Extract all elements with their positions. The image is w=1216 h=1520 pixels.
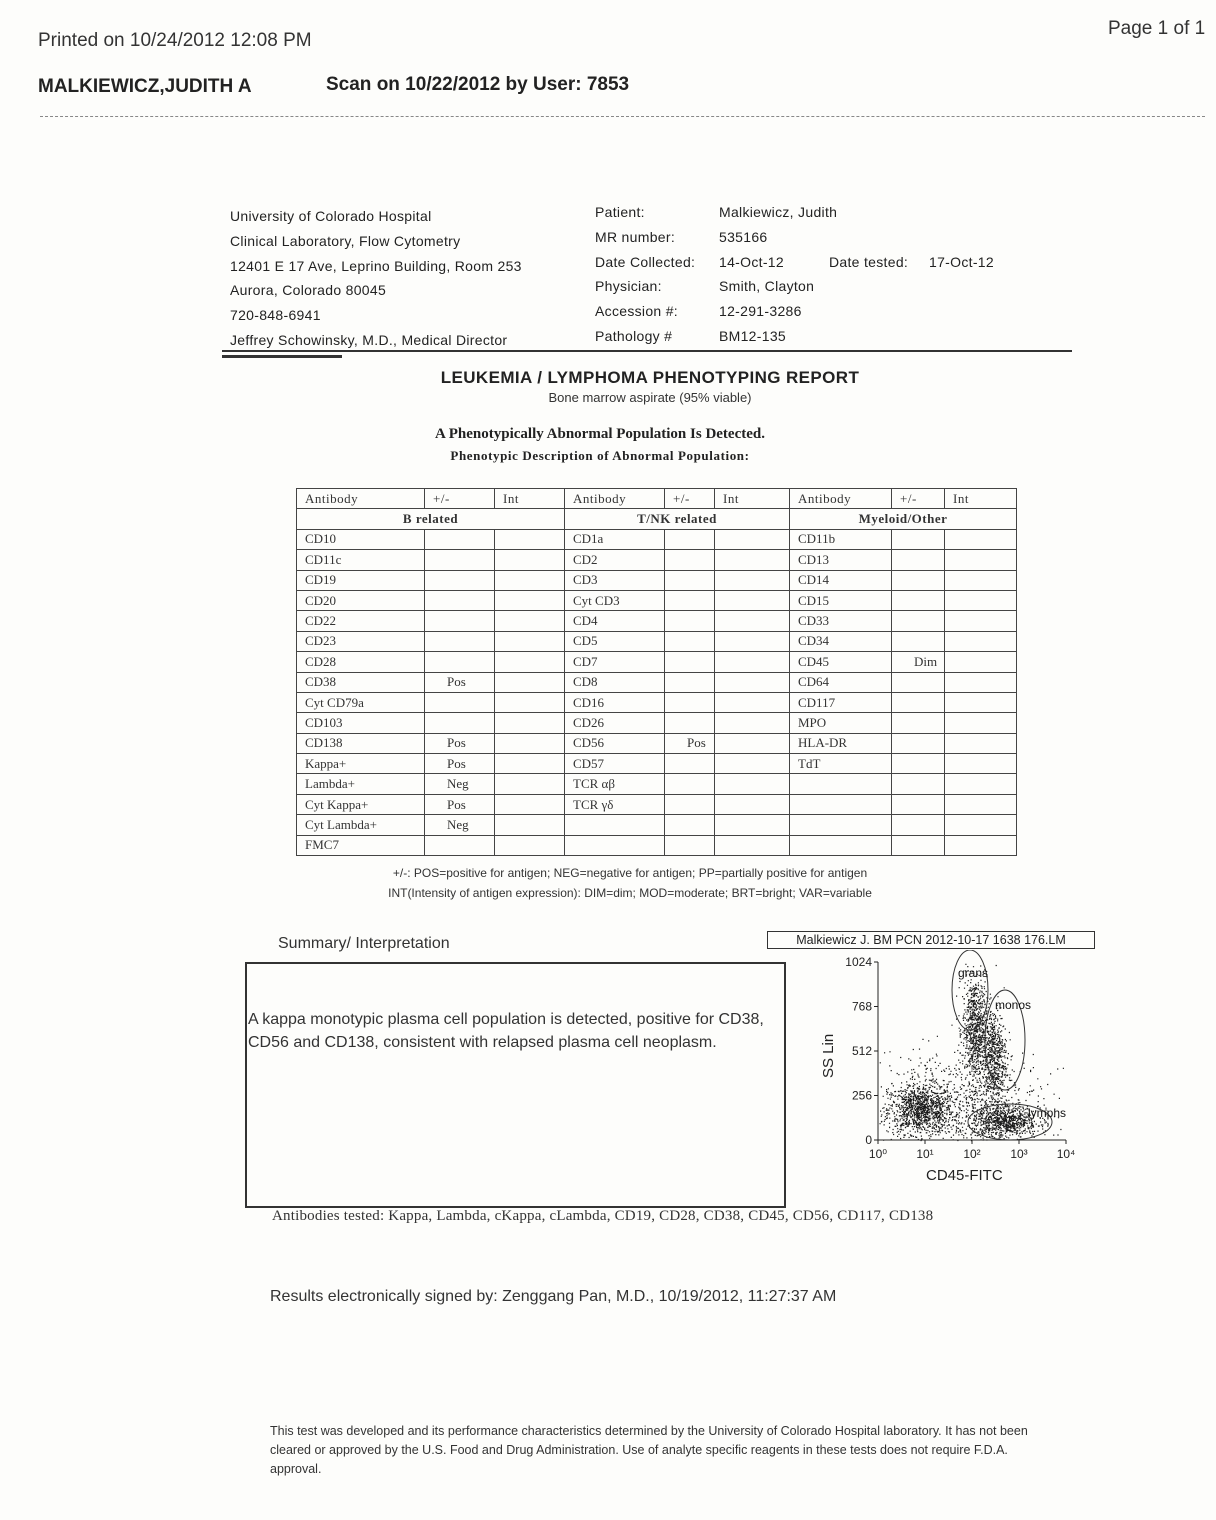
- intensity-cell: [495, 692, 565, 712]
- intensity-cell: [715, 794, 790, 814]
- intensity-cell: [715, 754, 790, 774]
- posneg-cell: [892, 815, 945, 835]
- intensity-cell: [715, 550, 790, 570]
- physician-value: Smith, Clayton: [719, 278, 815, 295]
- intensity-cell: [945, 754, 1017, 774]
- table-legend-intensity: INT(Intensity of antigen expression): DIM=dim; MOD=moderate; BRT=bright; VAR=variable: [388, 886, 872, 900]
- table-row: [297, 774, 1017, 794]
- patient-label: Patient:: [595, 204, 645, 220]
- antibody-cell: CD1a: [565, 529, 665, 549]
- posneg-cell: [425, 652, 495, 672]
- antibody-cell: CD138: [297, 733, 425, 753]
- accession-value: 12-291-3286: [719, 303, 802, 320]
- pathology-label: Pathology #: [595, 327, 673, 344]
- antibody-cell: [790, 794, 892, 814]
- posneg-cell: Dim: [892, 652, 945, 672]
- posneg-cell: [892, 774, 945, 794]
- x-axis-label: CD45-FITC: [926, 1167, 1003, 1184]
- posneg-cell: [892, 672, 945, 692]
- table-row: [297, 631, 1017, 651]
- posneg-cell: [665, 652, 715, 672]
- intensity-cell: [495, 794, 565, 814]
- antibody-cell: CD14: [790, 570, 892, 590]
- intensity-cell: [945, 611, 1017, 631]
- intensity-cell: [945, 713, 1017, 733]
- table-header-row: [297, 489, 1017, 509]
- intensity-cell: [495, 672, 565, 692]
- intensity-cell: [945, 692, 1017, 712]
- posneg-cell: [665, 754, 715, 774]
- posneg-cell: Pos: [425, 794, 495, 814]
- table-row: [297, 692, 1017, 712]
- posneg-cell: [425, 529, 495, 549]
- posneg-cell: [665, 815, 715, 835]
- table-row: [297, 713, 1017, 733]
- lab-line: Jeffrey Schowinsky, M.D., Medical Director: [230, 331, 508, 348]
- table-row: [297, 815, 1017, 835]
- antibody-cell: CD38: [297, 672, 425, 692]
- summary-box: [245, 962, 786, 1208]
- antibody-cell: CD5: [565, 631, 665, 651]
- group-tnk-related: T/NK related: [565, 509, 790, 529]
- col-int: Int: [715, 489, 790, 509]
- summary-title: Summary/ Interpretation: [278, 935, 450, 952]
- col-int: Int: [495, 489, 565, 509]
- posneg-cell: [425, 550, 495, 570]
- antibody-cell: TCR αβ: [565, 774, 665, 794]
- posneg-cell: [665, 794, 715, 814]
- posneg-cell: Pos: [665, 733, 715, 753]
- posneg-cell: [425, 692, 495, 712]
- posneg-cell: Pos: [425, 754, 495, 774]
- mr-value: 535166: [719, 228, 768, 245]
- intensity-cell: [715, 672, 790, 692]
- intensity-cell: [945, 733, 1017, 753]
- col-int: Int: [945, 489, 1017, 509]
- intensity-cell: [945, 631, 1017, 651]
- tested-value: 17-Oct-12: [929, 253, 994, 270]
- table-row: [297, 835, 1017, 855]
- info-divider-thick: [222, 355, 342, 358]
- page-number: Page 1 of 1: [1108, 18, 1206, 39]
- posneg-cell: Pos: [425, 733, 495, 753]
- antibody-cell: CD23: [297, 631, 425, 651]
- lab-line: Aurora, Colorado 80045: [230, 282, 387, 299]
- scan-info: Scan on 10/22/2012 by User: 7853: [326, 74, 630, 95]
- y-tick-label: 512: [851, 1044, 872, 1058]
- intensity-cell: [715, 590, 790, 610]
- cluster-dim-population: [880, 1069, 974, 1141]
- posneg-cell: [665, 550, 715, 570]
- antibody-cell: MPO: [790, 713, 892, 733]
- antibody-cell: [790, 774, 892, 794]
- table-row: [297, 733, 1017, 753]
- col-antibody: Antibody: [565, 489, 665, 509]
- intensity-cell: [945, 815, 1017, 835]
- antibody-cell: CD33: [790, 611, 892, 631]
- y-tick-label: 256: [851, 1088, 872, 1103]
- patient-name-header: MALKIEWICZ,JUDITH A: [38, 76, 252, 97]
- intensity-cell: [495, 550, 565, 570]
- posneg-cell: [892, 692, 945, 712]
- x-tick-label: 10²: [963, 1147, 981, 1161]
- intensity-cell: [495, 590, 565, 610]
- intensity-cell: [945, 835, 1017, 855]
- lab-info-block: [230, 204, 522, 353]
- fda-disclaimer: This test was developed and its performance characteristics determined by the University of Colorado Hospital laboratory. It has not been cleared or approved by the U.S. Food and Drug Administration. Use of analyte specific reagents in these tests does not require F.D.A. approval.: [270, 1424, 1028, 1476]
- abnormal-heading: A Phenotypically Abnormal Population Is Detected.: [434, 426, 765, 442]
- intensity-cell: [715, 692, 790, 712]
- antibody-cell: Cyt Kappa+: [297, 794, 425, 814]
- col-antibody: Antibody: [297, 489, 425, 509]
- posneg-cell: [665, 611, 715, 631]
- x-tick-label: 10⁰: [868, 1147, 888, 1161]
- intensity-cell: [495, 774, 565, 794]
- intensity-cell: [945, 590, 1017, 610]
- lab-line: University of Colorado Hospital: [230, 208, 432, 224]
- gate-label-grans: grans: [958, 966, 989, 980]
- intensity-cell: [715, 611, 790, 631]
- intensity-cell: [495, 631, 565, 651]
- posneg-cell: Pos: [425, 672, 495, 692]
- posneg-cell: [892, 550, 945, 570]
- intensity-cell: [495, 733, 565, 753]
- antibody-cell: [790, 835, 892, 855]
- posneg-cell: [665, 692, 715, 712]
- antibody-cell: CD19: [297, 570, 425, 590]
- col-pm: +/-: [665, 489, 715, 509]
- posneg-cell: [892, 611, 945, 631]
- table-row: [297, 529, 1017, 549]
- posneg-cell: [665, 672, 715, 692]
- y-tick-label: 768: [851, 999, 872, 1014]
- table-row: [297, 652, 1017, 672]
- antibody-cell: FMC7: [297, 835, 425, 855]
- antibody-cell: CD20: [297, 590, 425, 610]
- antibodies-tested: Antibodies tested: Kappa, Lambda, cKappa, cLambda, CD19, CD28, CD38, CD45, CD56, CD117, CD138: [272, 1208, 934, 1224]
- signature-line: Results electronically signed by: Zenggang Pan, M.D., 10/19/2012, 11:27:37 AM: [270, 1288, 837, 1305]
- antibody-cell: CD8: [565, 672, 665, 692]
- antibody-cell: CD45: [790, 652, 892, 672]
- gate-label-monos: monos: [995, 998, 1032, 1012]
- y-axis-label: SS Lin: [820, 1033, 837, 1078]
- posneg-cell: [892, 794, 945, 814]
- antibody-cell: CD28: [297, 652, 425, 672]
- posneg-cell: [665, 529, 715, 549]
- intensity-cell: [715, 713, 790, 733]
- lab-line: Clinical Laboratory, Flow Cytometry: [230, 232, 461, 249]
- col-pm: +/-: [425, 489, 495, 509]
- flow-cytometry-plot: [800, 950, 1100, 1190]
- intensity-cell: [945, 774, 1017, 794]
- antibody-cell: CD15: [790, 590, 892, 610]
- group-myeloid-other: Myeloid/Other: [790, 509, 1017, 529]
- antibody-cell: CD2: [565, 550, 665, 570]
- antibody-cell: CD11c: [297, 550, 425, 570]
- lab-line: 12401 E 17 Ave, Leprino Building, Room 253: [230, 257, 522, 274]
- posneg-cell: [892, 529, 945, 549]
- posneg-cell: [425, 631, 495, 651]
- info-divider: [222, 350, 1072, 352]
- intensity-cell: [495, 611, 565, 631]
- table-row: [297, 611, 1017, 631]
- intensity-cell: [945, 794, 1017, 814]
- antibody-cell: [565, 835, 665, 855]
- collected-value: 14-Oct-12: [719, 253, 784, 270]
- y-tick-label: 1024: [845, 955, 872, 969]
- posneg-cell: [425, 570, 495, 590]
- intensity-cell: [715, 570, 790, 590]
- report-subtitle: Bone marrow aspirate (95% viable): [548, 390, 752, 405]
- antibody-cell: HLA-DR: [790, 733, 892, 753]
- posneg-cell: [665, 590, 715, 610]
- posneg-cell: [425, 611, 495, 631]
- x-tick-label: 10¹: [916, 1147, 934, 1161]
- intensity-cell: [715, 815, 790, 835]
- intensity-cell: [495, 754, 565, 774]
- intensity-cell: [715, 835, 790, 855]
- header-divider: [40, 116, 1205, 117]
- x-tick-label: 10³: [1010, 1147, 1028, 1161]
- printed-date: Printed on 10/24/2012 12:08 PM: [38, 30, 312, 51]
- posneg-cell: [892, 754, 945, 774]
- posneg-cell: [665, 713, 715, 733]
- table-row: [297, 794, 1017, 814]
- summary-text: A kappa monotypic plasma cell population is detected, positive for CD38, CD56 and CD138, consistent with relapsed plasma cell neoplasm.: [248, 1011, 764, 1051]
- table-row: [297, 754, 1017, 774]
- intensity-cell: [715, 774, 790, 794]
- physician-label: Physician:: [595, 278, 662, 295]
- mr-label: MR number:: [595, 228, 676, 245]
- antibody-cell: CD7: [565, 652, 665, 672]
- x-tick-label: 10⁴: [1056, 1147, 1076, 1161]
- antibody-cell: CD11b: [790, 529, 892, 549]
- antibody-cell: CD56: [565, 733, 665, 753]
- intensity-cell: [495, 652, 565, 672]
- y-tick-label: 0: [865, 1133, 872, 1147]
- lab-line: 720-848-6941: [230, 307, 321, 324]
- intensity-cell: [945, 529, 1017, 549]
- antibody-cell: CD34: [790, 631, 892, 651]
- antibody-cell: Cyt CD79a: [297, 692, 425, 712]
- antibody-cell: TCR γδ: [565, 794, 665, 814]
- posneg-cell: [892, 835, 945, 855]
- antibody-cell: Lambda+: [297, 774, 425, 794]
- antibody-cell: [565, 815, 665, 835]
- antibody-cell: Cyt CD3: [565, 590, 665, 610]
- intensity-cell: [715, 631, 790, 651]
- intensity-cell: [495, 815, 565, 835]
- antibody-cell: CD10: [297, 529, 425, 549]
- report-title: LEUKEMIA / LYMPHOMA PHENOTYPING REPORT: [440, 368, 860, 387]
- posneg-cell: Neg: [425, 774, 495, 794]
- accession-label: Accession #:: [595, 303, 678, 320]
- table-row: [297, 590, 1017, 610]
- collected-label: Date Collected:: [595, 253, 696, 270]
- intensity-cell: [715, 733, 790, 753]
- posneg-cell: [665, 774, 715, 794]
- table-row: [297, 672, 1017, 692]
- description-heading: Phenotypic Description of Abnormal Population:: [450, 448, 750, 463]
- antibody-cell: TdT: [790, 754, 892, 774]
- posneg-cell: Neg: [425, 815, 495, 835]
- antibody-cell: CD22: [297, 611, 425, 631]
- intensity-cell: [945, 652, 1017, 672]
- antibody-cell: [790, 815, 892, 835]
- antibody-cell: Cyt Lambda+: [297, 815, 425, 835]
- antibody-cell: CD26: [565, 713, 665, 733]
- col-antibody: Antibody: [790, 489, 892, 509]
- posneg-cell: [892, 713, 945, 733]
- antibody-cell: CD117: [790, 692, 892, 712]
- table-legend-posneg: +/-: POS=positive for antigen; NEG=negative for antigen; PP=partially positive for antigen: [392, 866, 868, 880]
- intensity-cell: [495, 529, 565, 549]
- pathology-value: BM12-135: [719, 327, 786, 344]
- intensity-cell: [715, 652, 790, 672]
- posneg-cell: [892, 733, 945, 753]
- phenotype-table: [296, 488, 1017, 856]
- col-pm: +/-: [892, 489, 945, 509]
- group-row: [297, 509, 1017, 529]
- table-row: [297, 570, 1017, 590]
- intensity-cell: [495, 570, 565, 590]
- antibody-cell: CD103: [297, 713, 425, 733]
- posneg-cell: [892, 570, 945, 590]
- posneg-cell: [665, 570, 715, 590]
- posneg-cell: [425, 713, 495, 733]
- intensity-cell: [945, 672, 1017, 692]
- posneg-cell: [665, 835, 715, 855]
- antibody-cell: CD3: [565, 570, 665, 590]
- tested-label: Date tested:: [829, 253, 909, 270]
- antibody-cell: CD57: [565, 754, 665, 774]
- posneg-cell: [892, 631, 945, 651]
- intensity-cell: [945, 570, 1017, 590]
- group-b-related: B related: [297, 509, 565, 529]
- posneg-cell: [665, 631, 715, 651]
- antibody-cell: Kappa+: [297, 754, 425, 774]
- gate-label-lymphs: lymphs: [1028, 1106, 1067, 1120]
- intensity-cell: [495, 713, 565, 733]
- intensity-cell: [715, 529, 790, 549]
- posneg-cell: [425, 590, 495, 610]
- posneg-cell: [892, 590, 945, 610]
- antibody-cell: CD64: [790, 672, 892, 692]
- table-row: [297, 550, 1017, 570]
- posneg-cell: [425, 835, 495, 855]
- antibody-cell: CD13: [790, 550, 892, 570]
- intensity-cell: [945, 550, 1017, 570]
- patient-value: Malkiewicz, Judith: [719, 204, 838, 220]
- plot-title: Malkiewicz J. BM PCN 2012-10-17 1638 176.LM: [767, 931, 1095, 949]
- intensity-cell: [495, 835, 565, 855]
- antibody-cell: CD4: [565, 611, 665, 631]
- antibody-cell: CD16: [565, 692, 665, 712]
